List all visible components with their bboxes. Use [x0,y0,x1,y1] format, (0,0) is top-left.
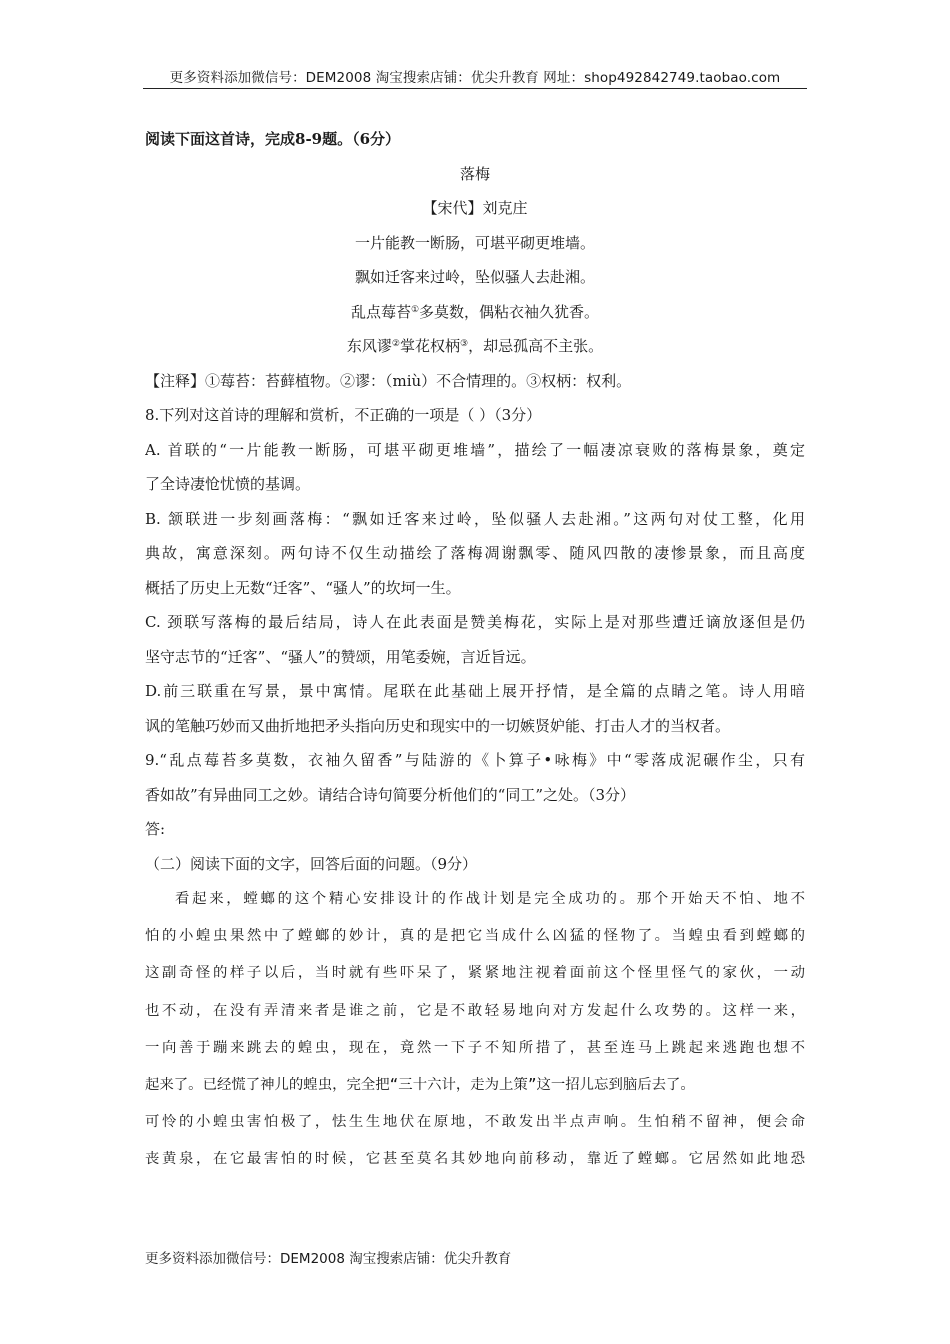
poem-title: 落梅 [459,164,490,183]
option-a [145,433,805,502]
passage-line: 也不动，在没有弄清来者是谁之前，它是不敢轻易地向对方发起什么攻势的。这样一来， [145,1002,805,1019]
option-line: D.前三联重在写景，景中寓情。尾联在此基础上展开抒情，是全篇的点睛之笔。诗人用暗 [145,682,805,700]
option-line: 典故，寓意深刻。两句诗不仅生动描绘了落梅凋谢飘零、随风四散的凄惨景象，而且高度 [145,544,805,562]
header-divider [143,88,807,89]
question-line: 9.“乱点莓苔多莫数，衣袖久留香”与陆游的《卜算子•咏梅》中“零落成泥碾作尘，只有 [145,751,805,769]
option-c [145,605,805,674]
passage-line: 这副奇怪的样子以后，当时就有些吓呆了，紧紧地注视着面前这个怪里怪气的家伙，一动 [145,965,805,982]
footnote-marker: ③ [460,339,469,349]
option-line: C. 颈联写落梅的最后结局，诗人在此表面是赞美梅花，实际上是对那些遭迁谪放逐但是仍 [145,613,805,631]
option-line: B. 颔联进一步刻画落梅：“飘如迁客来过岭，坠似骚人去赴湘。”这两句对仗工整，化用 [145,509,805,528]
passage-line: 看起来，螳螂的这个精心安排设计的作战计划是完全成功的。那个开始天不怕、地不 [175,891,805,907]
option-line: 讽的笔触巧妙而又曲折地把矛头指向历史和现实中的一切嫉贤妒能、打击人才的当权者。 [145,716,731,735]
reading-passage [145,881,805,1179]
option-b [145,502,805,606]
passage-line: 一向善于蹦来跳去的蝗虫，现在，竟然一下子不知所措了，甚至连马上跳起来逃跑也想不 [145,1039,805,1056]
poem-author: 【宋代】刘克庄 [422,199,528,217]
passage-line: 可怜的小蝗虫害怕极了，怯生生地伏在原地，不敢发出半点声响。生怕稍不留神，便会命 [145,1114,805,1131]
page-header: 更多资料添加微信号：DEM2008 淘宝搜索店铺：优尖升教育 网址：shop492842749.taobao.com [169,70,781,86]
poem-line: 一片能教一断肠，可堪平砌更堆墙。 [354,233,595,252]
question-line: 香如故”有异曲同工之妙。请结合诗句简要分析他们的“同工”之处。（3分） [145,785,636,804]
option-line: 了全诗凄怆忧愤的基调。 [145,475,311,493]
poem-line: 乱点莓苔①多莫数，偶粘衣袖久犹香。 [350,302,600,321]
option-line: A. 首联的“一片能教一断肠，可堪平砌更堆墙”，描绘了一幅凄凉衰败的落梅景象，奠定 [145,440,805,459]
passage-line: 怕的小蝗虫果然中了螳螂的妙计，真的是把它当成什么凶猛的怪物了。当蝗虫看到螳螂的 [145,928,805,945]
option-d [145,674,805,743]
passage-line: 起来了。已经慌了神儿的蝗虫，完全把“三十六计，走为上策”这一招儿忘到脑后去了。 [145,1076,695,1093]
option-line: 概括了历史上无数“迁客”、“骚人”的坎坷一生。 [145,578,461,597]
poem-notes: 【注释】①莓苔：苔藓植物。②谬：（miù）不合情理的。③权柄：权利。 [145,371,632,390]
option-line: 坚守志节的“迁客”、“骚人”的赞颂，用笔委婉，言近旨远。 [145,647,536,666]
passage-line: 丧黄泉，在它最害怕的时候，它甚至莫名其妙地向前移动，靠近了螳螂。它居然如此地恐 [145,1151,805,1168]
poem-line: 东风谬②掌花权柄③，却忌孤高不主张。 [346,337,604,355]
footnote-marker: ① [410,304,420,315]
section-2-heading: （二）阅读下面的文字，回答后面的问题。（9分） [145,854,478,873]
document-body [145,122,805,1179]
section-intro: 阅读下面这首诗，完成8-9题。（6分） [145,130,401,148]
answer-label: 答: [145,820,166,838]
page-footer: 更多资料添加微信号：DEM2008 淘宝搜索店铺：优尖升教育 [145,1251,512,1267]
question-8-stem: 8.下列对这首诗的理解和赏析，不正确的一项是（ ）（3分） [145,406,542,424]
footnote-marker: ② [391,339,400,349]
question-9 [145,743,805,812]
poem-line: 飘如迁客来过岭，坠似骚人去赴湘。 [354,268,595,286]
